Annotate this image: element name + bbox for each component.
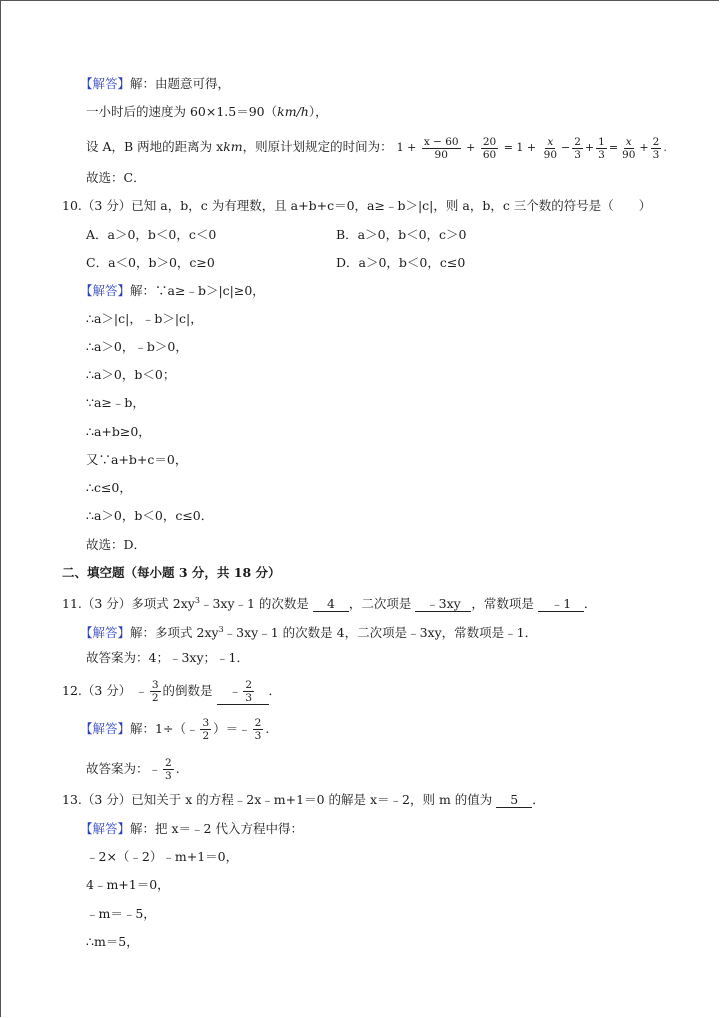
q11-ans-a: 解：多项式 2xy <box>130 625 219 641</box>
q12-end: ． <box>268 683 282 698</box>
op: = 1 + <box>503 141 537 154</box>
q9-speed-unit: km/h <box>277 104 309 119</box>
op: + <box>639 141 649 154</box>
q10-choice: 故选：D． <box>86 537 147 552</box>
fraction <box>150 679 161 704</box>
q13-blank: 5 <box>496 793 532 808</box>
q12-ans-pre: 解：1÷（﹣ <box>130 721 199 736</box>
q9-choice: 故选：C． <box>86 170 146 185</box>
q12-blank-neg: ﹣ <box>228 683 242 698</box>
frac-num: 2 <box>574 135 581 148</box>
frac-num: 2 <box>165 757 172 769</box>
q11-stem-b: ﹣3xy﹣1 的次数是 <box>199 596 309 612</box>
q9-speed-line <box>86 104 328 120</box>
q11-ans-b: ﹣3xy﹣1 的次数是 4，二次项是﹣3xy，常数项是﹣1． <box>223 625 538 641</box>
frac-num: x <box>547 135 554 148</box>
frac-num: 3 <box>151 679 159 691</box>
q11-blank-2: ﹣3xy <box>415 597 471 612</box>
q11-mid-2: ，常数项是 <box>471 596 534 612</box>
q9-setup-pre: 设 A，B 两地的距离为 x <box>86 139 224 154</box>
q10-step: ∵a≥﹣b， <box>86 395 145 410</box>
q12-final-pre: 故答案为：﹣ <box>86 761 162 776</box>
op: . <box>663 141 667 154</box>
q11-blank-1: 4 <box>313 597 349 612</box>
q11-sup: 3 <box>194 596 200 605</box>
frac-num: x <box>625 135 632 148</box>
q10-step: ∴a＞|c|，﹣b＞|c|， <box>86 311 203 326</box>
op: + <box>584 141 595 154</box>
q10-step: 又∵a+b+c＝0， <box>86 452 188 467</box>
answer-tag: 【解答】 <box>80 721 131 736</box>
frac-den: 90 <box>543 148 558 161</box>
q13-step: 解：把 x＝﹣2 代入方程中得： <box>130 821 303 836</box>
frac-num: 3 <box>202 717 210 729</box>
q10-step: ∴c≤0， <box>86 480 132 495</box>
q12-ans-end: . <box>265 721 270 736</box>
q9-setup-line <box>86 132 667 163</box>
q10-option-c: C．a＜0，b＞0，c≥0 <box>86 255 215 270</box>
fraction <box>542 136 559 161</box>
answer-tag: 【解答】 <box>80 76 131 91</box>
q12-answer-line <box>80 714 269 744</box>
q12-blank <box>217 679 269 705</box>
q12-stem <box>62 676 281 706</box>
q12-neg: ﹣ <box>135 683 148 698</box>
fraction <box>481 136 498 161</box>
frac-num: 1 <box>598 135 605 148</box>
fraction <box>200 717 211 742</box>
q11-end: ． <box>583 596 597 612</box>
q11-final: 故答案为：4；﹣3xy；﹣1． <box>86 650 249 665</box>
frac-num: 2 <box>254 717 262 729</box>
frac-num: 20 <box>482 135 497 148</box>
q10-option-b: B．a＞0，b＜0，c＞0 <box>336 227 467 242</box>
q10-option-d: D．a＞0，b＜0，c≤0 <box>336 255 466 270</box>
frac-den: 3 <box>165 770 172 782</box>
q10-step: ∴a＞0，b＜0，c≤0． <box>86 508 214 523</box>
q9-speed-pre: 一小时后的速度为 60×1.5＝90（ <box>86 104 278 119</box>
eq-one: 1 + <box>396 141 417 154</box>
q11-answer-line <box>80 622 537 641</box>
q12-stem-mid: 的倒数是 <box>162 683 213 698</box>
q13-end: ． <box>532 792 545 807</box>
frac-den: 3 <box>245 692 253 704</box>
frac-den: 90 <box>434 148 448 161</box>
op: + <box>466 141 476 154</box>
q10-stem: 10.（3 分）已知 a，b，c 为有理数，且 a+b+c＝0，a≥﹣b＞|c|，则 a，b，c 三个数的符号是（ ） <box>62 198 652 213</box>
q13-step: ﹣2×（﹣2）﹣m+1＝0， <box>86 849 239 864</box>
q9-answer-intro-line <box>80 76 230 92</box>
q13-stem-text: 13.（3 分）已知关于 x 的方程﹣2x﹣m+1＝0 的解是 x＝﹣2，则 m 的值为 <box>62 792 493 807</box>
q11-mid-1: ，二次项是 <box>348 596 412 612</box>
q12-stem-pre: 12.（3 分） <box>62 683 132 698</box>
q11-stem-a: 11.（3 分）多项式 2xy <box>62 596 195 612</box>
fraction <box>163 757 174 782</box>
q9-setup-unit: km <box>223 139 243 154</box>
fraction <box>243 679 254 704</box>
q10-step: 解：∵a≥﹣b＞|c|≥0， <box>130 283 265 298</box>
op: − <box>561 141 571 154</box>
section-title: 二、填空题（每小题 3 分，共 18 分） <box>62 565 281 580</box>
frac-num: 2 <box>245 679 253 691</box>
answer-tag: 【解答】 <box>80 821 131 836</box>
frac-den: 3 <box>254 730 262 742</box>
answer-tag: 【解答】 <box>80 283 131 298</box>
fraction <box>253 717 264 742</box>
fraction <box>651 136 662 161</box>
q9-equation <box>396 135 667 161</box>
frac-den: 60 <box>482 148 497 161</box>
frac-num: x − 60 <box>423 135 459 148</box>
q12-final-end: . <box>175 761 180 776</box>
q10-step: ∴a＞0，b＜0； <box>86 367 176 382</box>
q9-intro: 解：由题意可得， <box>130 76 231 91</box>
q12-ans-mid: ）＝﹣ <box>213 721 251 736</box>
frac-den: 3 <box>574 148 581 161</box>
q11-stem <box>62 593 596 612</box>
q11-blank-3: ﹣1 <box>538 597 584 612</box>
frac-den: 3 <box>652 148 660 161</box>
fraction <box>596 136 607 161</box>
frac-den: 2 <box>151 692 159 704</box>
q13-answer-line <box>80 821 303 837</box>
q13-step: 4﹣m+1＝0， <box>86 877 170 892</box>
fraction <box>572 136 583 161</box>
q10-option-a: A．a＞0，b＜0，c＜0 <box>86 227 217 242</box>
frac-den: 90 <box>622 148 636 161</box>
q13-step: ﹣m＝﹣5， <box>86 906 156 921</box>
q13-step: ∴m＝5， <box>86 934 139 949</box>
fraction <box>620 136 637 161</box>
answer-tag: 【解答】 <box>80 625 131 641</box>
q10-answer-line <box>80 283 265 299</box>
frac-num: 2 <box>652 135 660 148</box>
q13-stem <box>62 792 545 808</box>
q9-setup-post: ，则原计划规定的时间为： <box>242 139 393 154</box>
q10-step: ∴a+b≥0， <box>86 424 151 439</box>
q10-step: ∴a＞0，﹣b＞0， <box>86 339 188 354</box>
op: = <box>608 141 619 154</box>
frac-den: 3 <box>598 148 605 161</box>
q12-final <box>86 754 180 784</box>
fraction <box>422 136 461 161</box>
q9-speed-post: ）， <box>308 104 328 119</box>
frac-den: 2 <box>202 730 210 742</box>
q11-ans-sup: 3 <box>218 625 224 634</box>
